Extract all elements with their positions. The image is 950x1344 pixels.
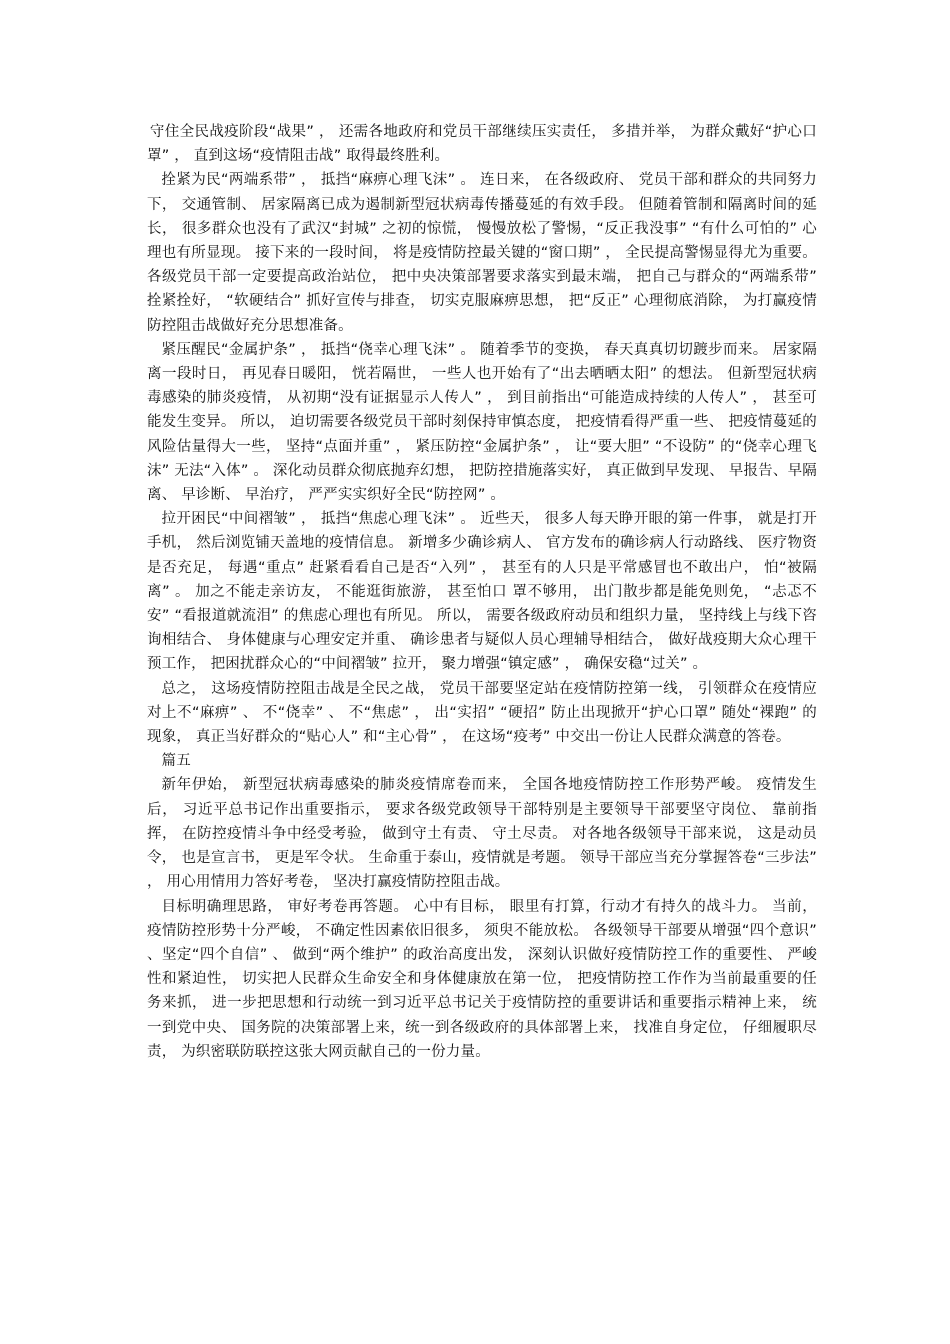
paragraph-2: 拴紧为民“两端系带” ， 抵挡“麻痹心理飞沫” 。 连日来， 在各级政府、 党员干部和群众的共同努力下， 交通管制、 居家隔离已成为遏制新型冠状病毒传播蔓延的有效手段。 但随着管制和隔离时间的延长， 很多群众也没有了武汉“封城” 之初的惊慌， 慢慢放松了警惕，“反正我没事” “有什么可怕的” 心理也有所显现。 接下来的一段时间， 将是疫情防控最关键的“窗口期” ， 全民提高警惕显得尤为重要。各级党员干部一定要提高政治站位， 把中央决策部署要求落实到最末端， 把自己与群众的“两端系带” 拴紧拴好， “软硬结合” 抓好宣传与排查， 切实克服麻痹思想， 把“反正” 心理彻底消除， 为打赢疫情防控阻击战做好充分思想准备。 [147,172,817,334]
paragraph-6: 新年伊始， 新型冠状病毒感染的肺炎疫情席卷而来， 全国各地疫情防控工作形势严峻。 疫情发生后， 习近平总书记作出重要指示， 要求各级党政领导干部特别是主要领导干部要坚守岗位、 靠前指挥， 在防控疫情斗争中经受考验， 做到守土有责、 守土尽责。 对各地各级领导干部来说， 这是动员令， 也是宣言书， 更是军令状。 生命重于泰山，疫情就是考题。 领导干部应当充分掌握答卷“三步法” ， 用心用情用力答好考卷， 坚决打赢疫情防控阻击战。 [147,777,817,891]
paragraph-1: 守住全民战疫阶段“战果” ， 还需各地政府和党员干部继续压实责任， 多措并举， 为群众戴好“护心口罩” ， 直到这场“疫情阻击战” 取得最终胜利。 [147,124,817,165]
paragraph-7: 目标明确理思路， 审好考卷再答题。 心中有目标， 眼里有打算，行动才有持久的战斗力。 当前， 疫情防控形势十分严峻， 不确定性因素依旧很多， 须臾不能放松。 各级领导干部要从增强“四个意识” 、坚定“四个自信” 、 做到“两个维护” 的政治高度出发， 深刻认识做好疫情防控工作的重要性、 严峻性和紧迫性， 切实把人民群众生命安全和身体健康放在第一位， 把疫情防控工作作为当前最重要的任务来抓， 进一步把思想和行动统一到习近平总书记关于疫情防控的重要讲话和重要指示精神上来， 统一到党中央、 国务院的决策部署上来，统一到各级政府的具体部署上来， 找准自身定位， 仔细履职尽责， 为织密联防联控这张大网贡献自己的一份力量。 [147,898,817,1060]
paragraph-5: 总之， 这场疫情防控阻击战是全民之战， 党员干部要坚定站在疫情防控第一线， 引领群众在疫情应对上不“麻痹” 、 不“侥幸” 、 不“焦虑” ， 出“实招” “硬招” 防止出现掀开“护心口罩” 随处“裸跑” 的现象， 真正当好群众的“贴心人” 和“主心骨” ， 在这场“疫考” 中交出一份让人民群众满意的答卷。 [147,680,817,746]
paragraph-4: 拉开困民“中间褶皱” ， 抵挡“焦虑心理飞沫” 。 近些天， 很多人每天睁开眼的第一件事， 就是打开手机， 然后浏览铺天盖地的疫情信息。 新增多少确诊病人、 官方发布的确诊病人行动路线、 医疗物资是否充足， 每遇“重点” 赶紧看看自己是否“入列” ， 甚至有的人只是平常感冒也不敢出户， 怕“被隔离” 。 加之不能走亲访友， 不能逛街旅游， 甚至怕口 罩不够用， 出门散步都是能免则免， “忐忑不安” “看报道就流泪” 的焦虑心理也有所见。 所以， 需要各级政府动员和组织力量， 坚持线上与线下咨询相结合、 身体健康与心理安定并重、 确诊患者与疑似人员心理辅导相结合， 做好战疫期大众心理干预工作， 把困扰群众心的“中间褶皱” 拉开， 聚力增强“镇定感” ， 确保安稳“过关” 。 [147,511,817,673]
paragraph-3: 紧压醒民“金属护条” ， 抵挡“侥幸心理飞沫” 。 随着季节的变换， 春天真真切切踱步而来。 居家隔离一段时日， 再见春日暖阳， 恍若隔世， 一些人也开始有了“出去晒晒太阳” 的想法。 但新型冠状病毒感染的肺炎疫情， 从初期“没有证据显示人传人” ， 到目前指出“可能造成持续的人传人” ， 甚至可能发生变异。 所以， 迫切需要各级党员干部时刻保持审慎态度， 把疫情看得严重一些、 把疫情蔓延的风险估量得大一些， 坚持“点面并重” ， 紧压防控“金属护条” ， 让“要大胆” “不设防” 的“侥幸心理飞沫” 无法“入体” 。 深化动员群众彻底抛弃幻想， 把防控措施落实好， 真正做到早发现、 早报告、早隔离、 早诊断、 早治疗， 严严实实织好全民“防控网” 。 [147,341,817,504]
section-heading: 篇五 [161,753,191,770]
document-body [147,120,817,1064]
